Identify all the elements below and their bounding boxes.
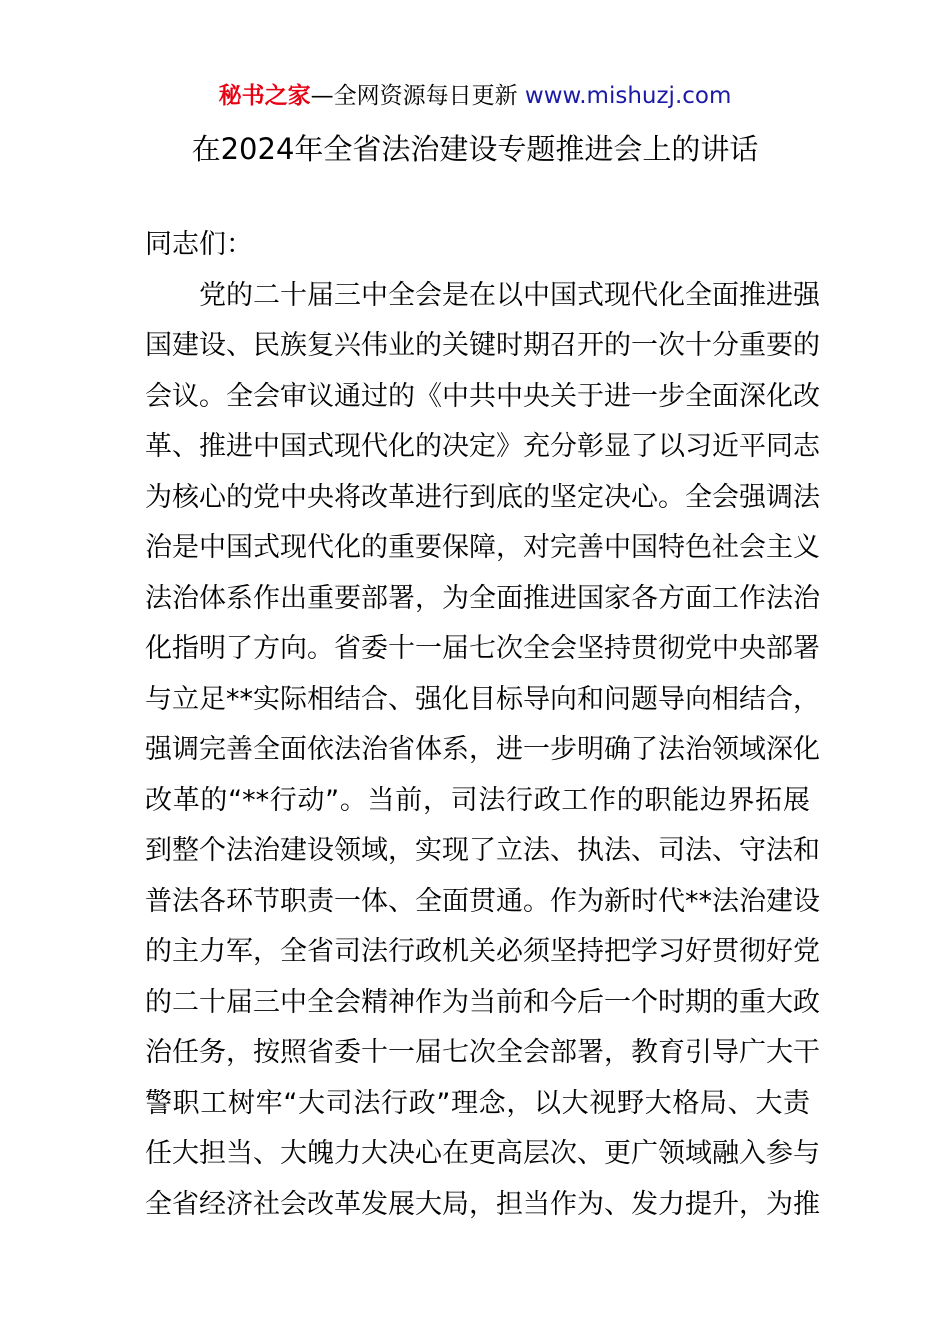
brand-name: 秘书之家 (218, 83, 311, 109)
paragraph-line: 全省经济社会改革发展大局，担当作为、发力提升，为推 (145, 1188, 820, 1220)
paragraph-line: 治是中国式现代化的重要保障，对完善中国特色社会主义 (145, 532, 820, 563)
site-url-link[interactable]: www.mishuzj.com (524, 83, 732, 109)
site-header (0, 80, 950, 112)
paragraph-line: 普法各环节职责一体、全面贯通。作为新时代**法治建设 (145, 885, 820, 917)
paragraph-line: 治任务，按照省委十一届七次全会部署，教育引导广大干 (145, 1037, 820, 1068)
paragraph-line: 任大担当、大魄力大决心在更高层次、更广领域融入参与 (145, 1138, 820, 1169)
paragraph-line: 会议。全会审议通过的《中共中央关于进一步全面深化改 (145, 380, 820, 412)
paragraph-line: 改革的“**行动”。当前，司法行政工作的职能边界拓展 (145, 784, 810, 816)
paragraph-line: 强调完善全面依法治省体系，进一步明确了法治领域深化 (145, 734, 820, 765)
paragraph-line: 到整个法治建设领域，实现了立法、执法、司法、守法和 (145, 835, 820, 866)
paragraph-line: 法治体系作出重要部署，为全面推进国家各方面工作法治 (145, 582, 820, 614)
paragraph-line: 化指明了方向。省委十一届七次全会坚持贯彻党中央部署 (145, 633, 820, 664)
paragraph-line: 与立足**实际相结合、强化目标导向和问题导向相结合， (145, 683, 820, 715)
salutation: 同志们： (145, 229, 253, 260)
paragraph-line: 的二十届三中全会精神作为当前和今后一个时期的重大政 (145, 986, 820, 1018)
paragraph-line: 国建设、民族复兴伟业的关键时期召开的一次十分重要的 (145, 330, 820, 361)
document-title: 在2024年全省法治建设专题推进会上的讲话 (191, 132, 759, 166)
paragraph-line: 革、推进中国式现代化的决定》充分彰显了以习近平同志 (145, 431, 820, 462)
paragraph-line: 为核心的党中央将改革进行到底的坚定决心。全会强调法 (145, 481, 820, 513)
header-tagline: —全网资源每日更新 (310, 83, 518, 109)
paragraph-line: 的主力军，全省司法行政机关必须坚持把学习好贯彻好党 (145, 936, 820, 967)
document-body (145, 220, 820, 1230)
paragraph (145, 271, 820, 1231)
paragraph-line: 党的二十届三中全会是在以中国式现代化全面推进强 (199, 279, 820, 311)
paragraph-line: 警职工树牢“大司法行政”理念，以大视野大格局、大责 (145, 1087, 810, 1119)
